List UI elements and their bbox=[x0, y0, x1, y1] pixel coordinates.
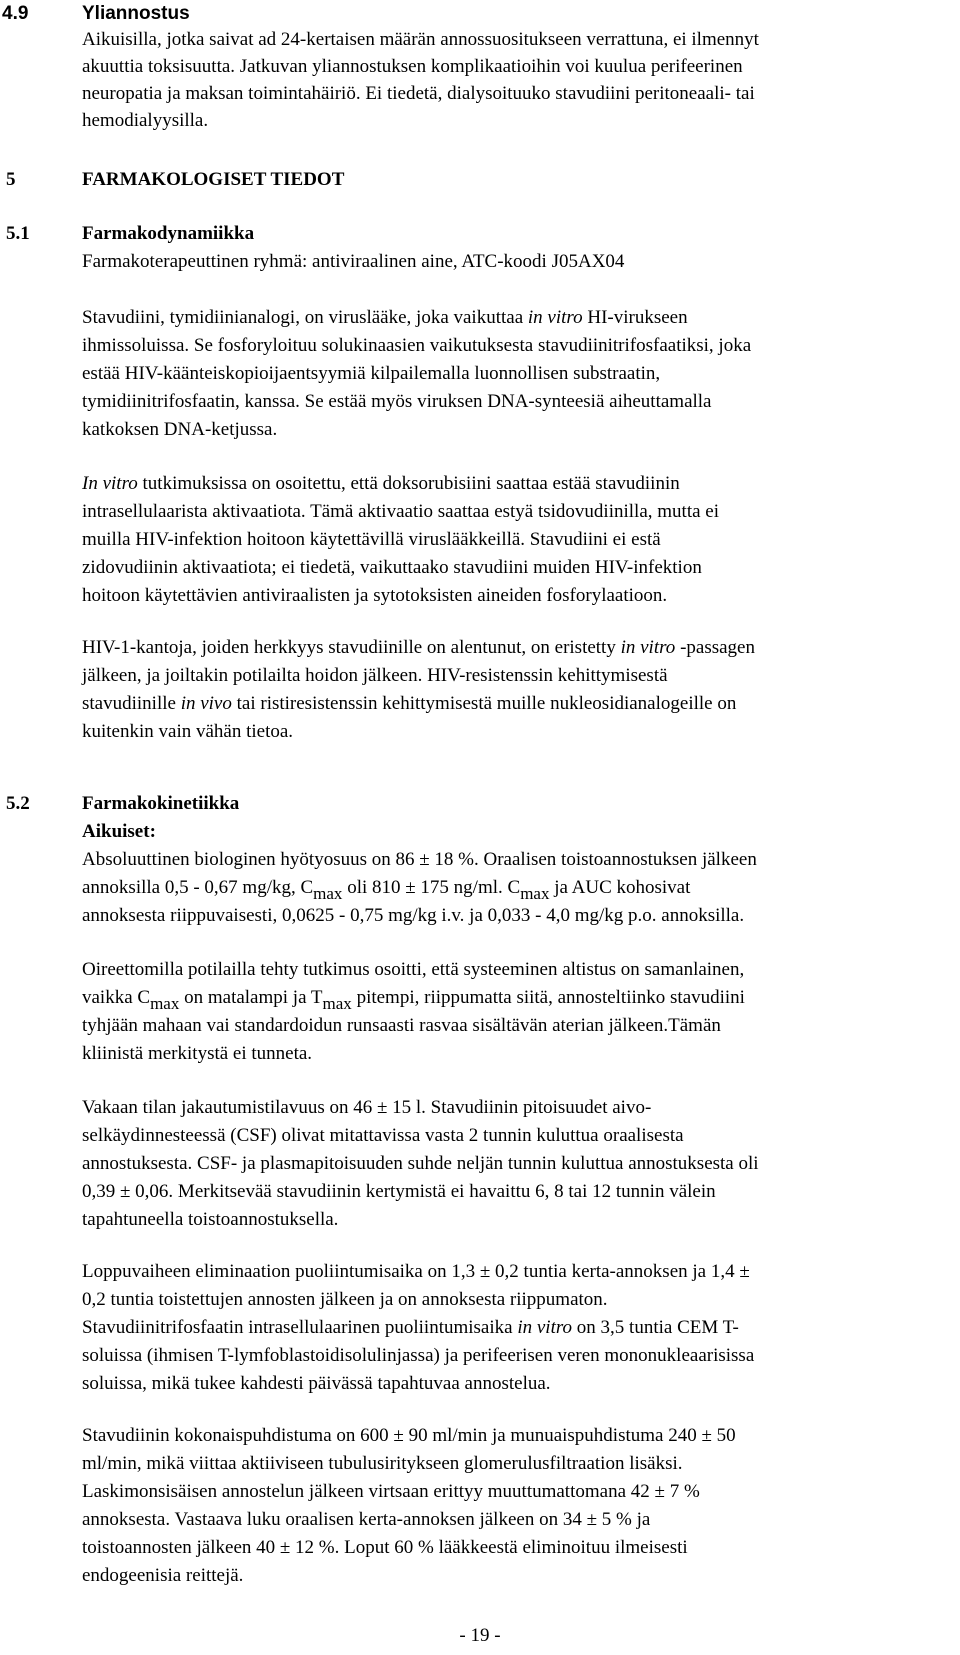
text-line: soluissa (ihmisen T-lymfoblastoidisolulinjassa) ja perifeerisen veren mononukleaarisissa bbox=[82, 1345, 755, 1366]
text-line: ml/min, mikä viittaa aktiiviseen tubulusiritykseen glomerulusfiltraation lisäksi. bbox=[82, 1453, 683, 1474]
text-run: vaikka C bbox=[82, 987, 151, 1008]
paragraph bbox=[82, 470, 956, 610]
text-line: tapahtuneella toistoannostuksella. bbox=[82, 1209, 339, 1230]
text-line: Oireettomilla potilailla tehty tutkimus osoitti, että systeeminen altistus on samanlainen, bbox=[82, 959, 745, 980]
text-line: intrasellulaarista aktivaatiota. Tämä aktivaatio saattaa estyä tsidovudiinilla, mutta ei bbox=[82, 501, 719, 522]
text-line bbox=[82, 984, 956, 1012]
text-line: tyhjään mahaan vai standardoidun runsaasti rasvaa sisältävän aterian jälkeen.Tämän bbox=[82, 1015, 721, 1036]
text-line: katkoksen DNA-ketjussa. bbox=[82, 419, 278, 440]
text-line: annostuksesta. CSF- ja plasmapitoisuuden suhde neljän tunnin kuluttua annostuksesta oli bbox=[82, 1153, 759, 1174]
subsection-title: Aikuiset: bbox=[82, 821, 156, 842]
text-line: toistoannosten jälkeen 40 ± 12 %. Loput 60 % lääkkeestä eliminoituu ilmeisesti bbox=[82, 1537, 688, 1558]
text-line: soluissa, mikä tukee kahdesti päivässä tapahtuvaa annostelua. bbox=[82, 1373, 551, 1394]
text-line: annoksesta. Vastaava luku oraalisen kerta-annoksen jälkeen on 34 ± 5 % ja bbox=[82, 1509, 651, 1530]
text-line bbox=[82, 874, 956, 902]
text-line: jälkeen, ja joiltakin potilailta hoidon jälkeen. HIV-resistenssin kehittymisestä bbox=[82, 665, 668, 686]
italic-text: in vivo bbox=[180, 693, 232, 714]
text-line: kliinistä merkitystä ei tunneta. bbox=[82, 1043, 313, 1064]
text-line: Vakaan tilan jakautumistilavuus on 46 ± 15 l. Stavudiinin pitoisuudet aivo- bbox=[82, 1097, 652, 1118]
text-line: annoksesta riippuvaisesti, 0,0625 - 0,75 mg/kg i.v. ja 0,033 - 4,0 mg/kg p.o. annoksilla. bbox=[82, 905, 745, 926]
text-line: Farmakoterapeuttinen ryhmä: antiviraalinen aine, ATC-koodi J05AX04 bbox=[82, 251, 625, 272]
italic-text: In vitro bbox=[82, 473, 138, 494]
section-number: 4.9 bbox=[2, 3, 29, 24]
italic-text: in vitro bbox=[517, 1317, 573, 1338]
pharmacotherapeutic-group bbox=[82, 248, 956, 276]
section-number: 5.1 bbox=[6, 223, 30, 244]
page-number: - 19 - bbox=[459, 1625, 501, 1646]
text-line: endogeenisia reittejä. bbox=[82, 1565, 244, 1586]
text-line: ihmissoluissa. Se fosforyloituu solukinaasien vaikutuksesta stavudiinitrifosfaatiksi, joka bbox=[82, 335, 752, 356]
text-line bbox=[82, 634, 956, 662]
text-line: Stavudiinin kokonaispuhdistuma on 600 ± 90 ml/min ja munuaispuhdistuma 240 ± 50 bbox=[82, 1425, 736, 1446]
text-run: -passagen bbox=[675, 637, 755, 658]
text-run: annoksilla 0,5 - 0,67 mg/kg, C bbox=[82, 877, 314, 898]
text-line bbox=[82, 304, 956, 332]
paragraph bbox=[82, 1258, 956, 1398]
paragraph bbox=[82, 634, 956, 746]
text-run: Stavudiinitrifosfaatin intrasellulaarinen puoliintumisaika bbox=[82, 1317, 518, 1338]
text-line: neuropatia ja maksan toimintahäiriö. Ei tiedetä, dialysoituuko stavudiini peritoneaali- tai bbox=[82, 83, 755, 104]
text-line: Absoluuttinen biologinen hyötyosuus on 86 ± 18 %. Oraalisen toistoannostuksen jälkeen bbox=[82, 849, 757, 870]
text-line: 0,2 tuntia toistettujen annosten jälkeen ja on annoksesta riippumaton. bbox=[82, 1289, 608, 1310]
italic-text: in vitro bbox=[620, 637, 676, 658]
italic-text: in vitro bbox=[527, 307, 583, 328]
text-run: HI-virukseen bbox=[582, 307, 688, 328]
paragraph bbox=[82, 1422, 956, 1590]
paragraph bbox=[82, 304, 956, 444]
text-line: tymidiinitrifosfaatin, kanssa. Se estää myös viruksen DNA-synteesiä aiheuttamalla bbox=[82, 391, 712, 412]
text-run: HIV-1-kantoja, joiden herkkyys stavudiinille on alentunut, on eristetty bbox=[82, 637, 621, 658]
text-line: muilla HIV-infektion hoitoon käytettävillä viruslääkkeillä. Stavudiini ei estä bbox=[82, 529, 661, 550]
section-title: Farmakodynamiikka bbox=[82, 223, 255, 244]
subscript: max bbox=[322, 994, 352, 1013]
section-number: 5.2 bbox=[6, 793, 30, 814]
paragraph bbox=[82, 956, 956, 1068]
section-title: FARMAKOLOGISET TIEDOT bbox=[82, 169, 345, 190]
text-run: stavudiinille bbox=[82, 693, 181, 714]
text-run: on matalampi ja T bbox=[179, 987, 323, 1008]
text-line: hoitoon käytettävien antiviraalisten ja sytotoksisten aineiden fosforylaatioon. bbox=[82, 585, 668, 606]
text-line: hemodialyysilla. bbox=[82, 110, 209, 131]
text-run: pitempi, riippumatta siitä, annosteltiinko stavudiini bbox=[351, 987, 745, 1008]
text-line bbox=[82, 1314, 956, 1342]
text-run: tai ristiresistenssin kehittymisestä muille nukleosidianalogeille on bbox=[231, 693, 737, 714]
text-run: on 3,5 tuntia CEM T- bbox=[572, 1317, 739, 1338]
text-line: estää HIV-käänteiskopioijaentsyymiä kilpailemalla luonnollisen substraatin, bbox=[82, 363, 661, 384]
text-line: Aikuisilla, jotka saivat ad 24-kertaisen määrän annossuositukseen verrattuna, ei ilmennyt bbox=[82, 29, 759, 50]
text-run: Stavudiini, tymidiinianalogi, on viruslääke, joka vaikuttaa bbox=[82, 307, 528, 328]
text-line: kuitenkin vain vähän tietoa. bbox=[82, 721, 294, 742]
text-line bbox=[82, 470, 956, 498]
text-run: ja AUC kohosivat bbox=[549, 877, 691, 898]
overdose-paragraph bbox=[82, 26, 956, 134]
subscript: max bbox=[150, 994, 180, 1013]
subscript: max bbox=[313, 884, 343, 903]
text-line bbox=[82, 690, 956, 718]
subscript: max bbox=[520, 884, 550, 903]
paragraph bbox=[82, 1094, 956, 1234]
section-title: Farmakokinetiikka bbox=[82, 793, 240, 814]
text-line: zidovudiinin aktivaatiota; ei tiedetä, vaikuttaako stavudiini muiden HIV-infektion bbox=[82, 557, 702, 578]
text-line: akuuttia toksisuutta. Jatkuvan yliannostuksen komplikaatioihin voi kuulua perifeerinen bbox=[82, 56, 743, 77]
section-number: 5 bbox=[6, 169, 16, 190]
text-line: 0,39 ± 0,06. Merkitsevää stavudiinin kertymistä ei havaittu 6, 8 tai 12 tunnin välein bbox=[82, 1181, 716, 1202]
text-run: tutkimuksissa on osoitettu, että doksorubisiini saattaa estää stavudiinin bbox=[137, 473, 680, 494]
text-run: oli 810 ± 175 ng/ml. C bbox=[342, 877, 521, 898]
text-line: Loppuvaiheen eliminaation puoliintumisaika on 1,3 ± 0,2 tuntia kerta-annoksen ja 1,4 ± bbox=[82, 1261, 750, 1282]
paragraph bbox=[82, 846, 956, 930]
text-line: selkäydinnesteessä (CSF) olivat mitattavissa vasta 2 tunnin kuluttua oraalisesta bbox=[82, 1125, 684, 1146]
section-title: Yliannostus bbox=[82, 3, 190, 24]
text-line: Laskimonsisäisen annostelun jälkeen virtsaan erittyy muuttumattomana 42 ± 7 % bbox=[82, 1481, 700, 1502]
